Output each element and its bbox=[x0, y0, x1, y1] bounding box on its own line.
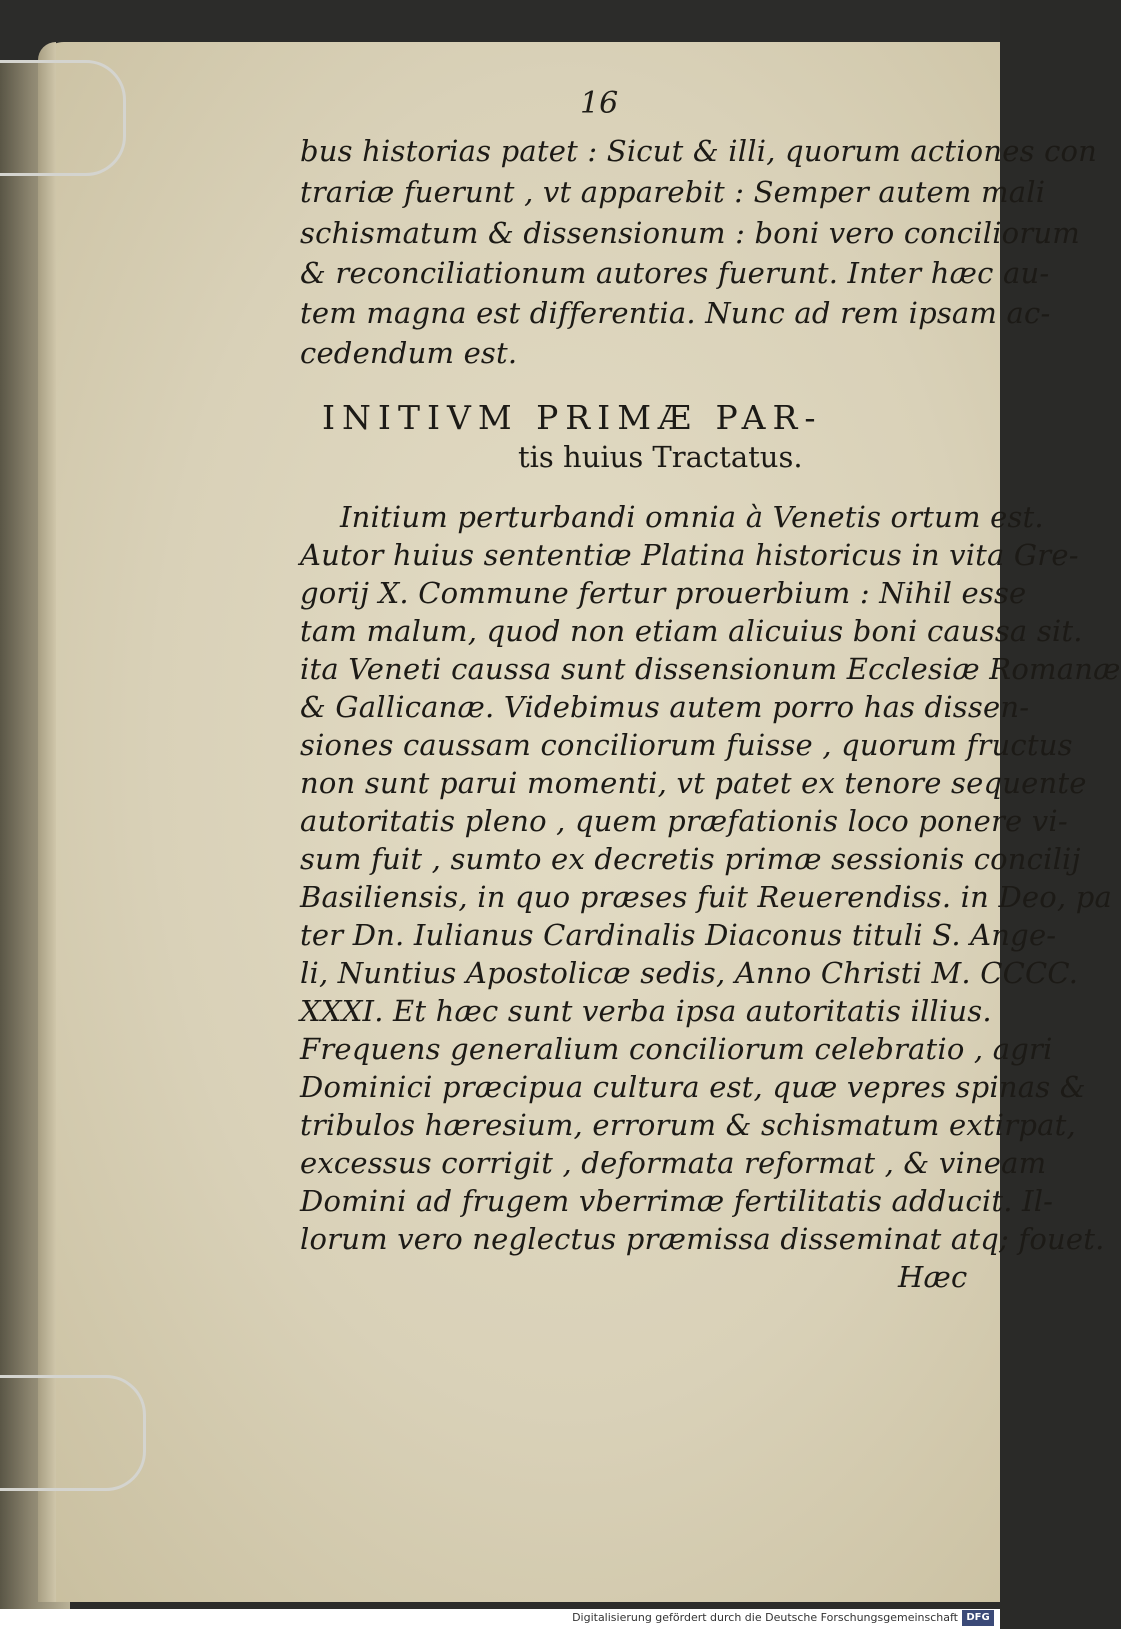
body-line: & reconciliationum autores fuerunt. Inter hæc au- bbox=[300, 256, 1050, 290]
section-line: li, Nuntius Apostolicæ sedis, Anno Christi M. CCCC. bbox=[300, 956, 1079, 990]
section-line: tribulos hæresium, errorum & schismatum extirpat, bbox=[300, 1108, 1076, 1142]
section-line: Autor huius sententiæ Platina historicus in vita Gre- bbox=[300, 538, 1079, 572]
page-number: 16 bbox=[580, 86, 619, 121]
body-line: trariæ fuerunt , vt apparebit : Semper autem mali bbox=[300, 175, 1046, 209]
section-line: ita Veneti caussa sunt dissensionum Ecclesiæ Romanæ bbox=[300, 652, 1121, 686]
section-line: ter Dn. Iulianus Cardinalis Diaconus tituli S. Ange- bbox=[300, 918, 1057, 952]
dfg-logo: DFG bbox=[962, 1610, 994, 1626]
catchword: Hæc bbox=[898, 1260, 968, 1294]
section-line: non sunt parui momenti, vt patet ex tenore sequente bbox=[300, 766, 1087, 800]
section-line: Dominici præcipua cultura est, quæ vepres spinas & bbox=[300, 1070, 1086, 1104]
section-line: tam malum, quod non etiam alicuius boni caussa sit. bbox=[300, 614, 1083, 648]
body-line: schismatum & dissensionum : boni vero conciliorum bbox=[300, 216, 1080, 250]
section-line: siones caussam conciliorum fuisse , quorum fructus bbox=[300, 728, 1073, 762]
section-line: lorum vero neglectus præmissa disseminat atq; fouet. bbox=[300, 1222, 1105, 1256]
section-line: sum fuit , sumto ex decretis primæ sessionis concilij bbox=[300, 842, 1081, 876]
section-heading-continued: tis huius Tractatus. bbox=[518, 440, 803, 474]
section-line: excessus corrigit , deformata reformat , & vineam bbox=[300, 1146, 1047, 1180]
section-line: XXXI. Et hæc sunt verba ipsa autoritatis illius. bbox=[300, 994, 992, 1028]
section-heading: INITIVM PRIMÆ PAR- bbox=[322, 398, 823, 437]
section-line: Frequens generalium conciliorum celebratio , agri bbox=[300, 1032, 1053, 1066]
section-line: gorij X. Commune fertur prouerbium : Nihil esse bbox=[300, 576, 1027, 610]
section-line: Basiliensis, in quo præses fuit Reuerendiss. in Deo, pa bbox=[300, 880, 1113, 914]
page-clip-bottom bbox=[0, 1375, 146, 1491]
page-edge bbox=[38, 42, 56, 1602]
body-line: bus historias patet : Sicut & illi, quorum actiones con bbox=[300, 134, 1098, 168]
body-line: tem magna est differentia. Nunc ad rem ipsam ac- bbox=[300, 296, 1051, 330]
page-clip-top bbox=[0, 60, 126, 176]
section-line: & Gallicanæ. Videbimus autem porro has dissen- bbox=[300, 690, 1030, 724]
funding-credit: Digitalisierung gefördert durch die Deutsche Forschungsgemeinschaft bbox=[572, 1611, 958, 1624]
section-line: Domini ad frugem vberrimæ fertilitatis adducit. Il- bbox=[300, 1184, 1054, 1218]
body-line: cedendum est. bbox=[300, 336, 518, 370]
section-line: Initium perturbandi omnia à Venetis ortum est. bbox=[340, 500, 1044, 534]
section-line: autoritatis pleno , quem præfationis loco ponere vi- bbox=[300, 804, 1068, 838]
